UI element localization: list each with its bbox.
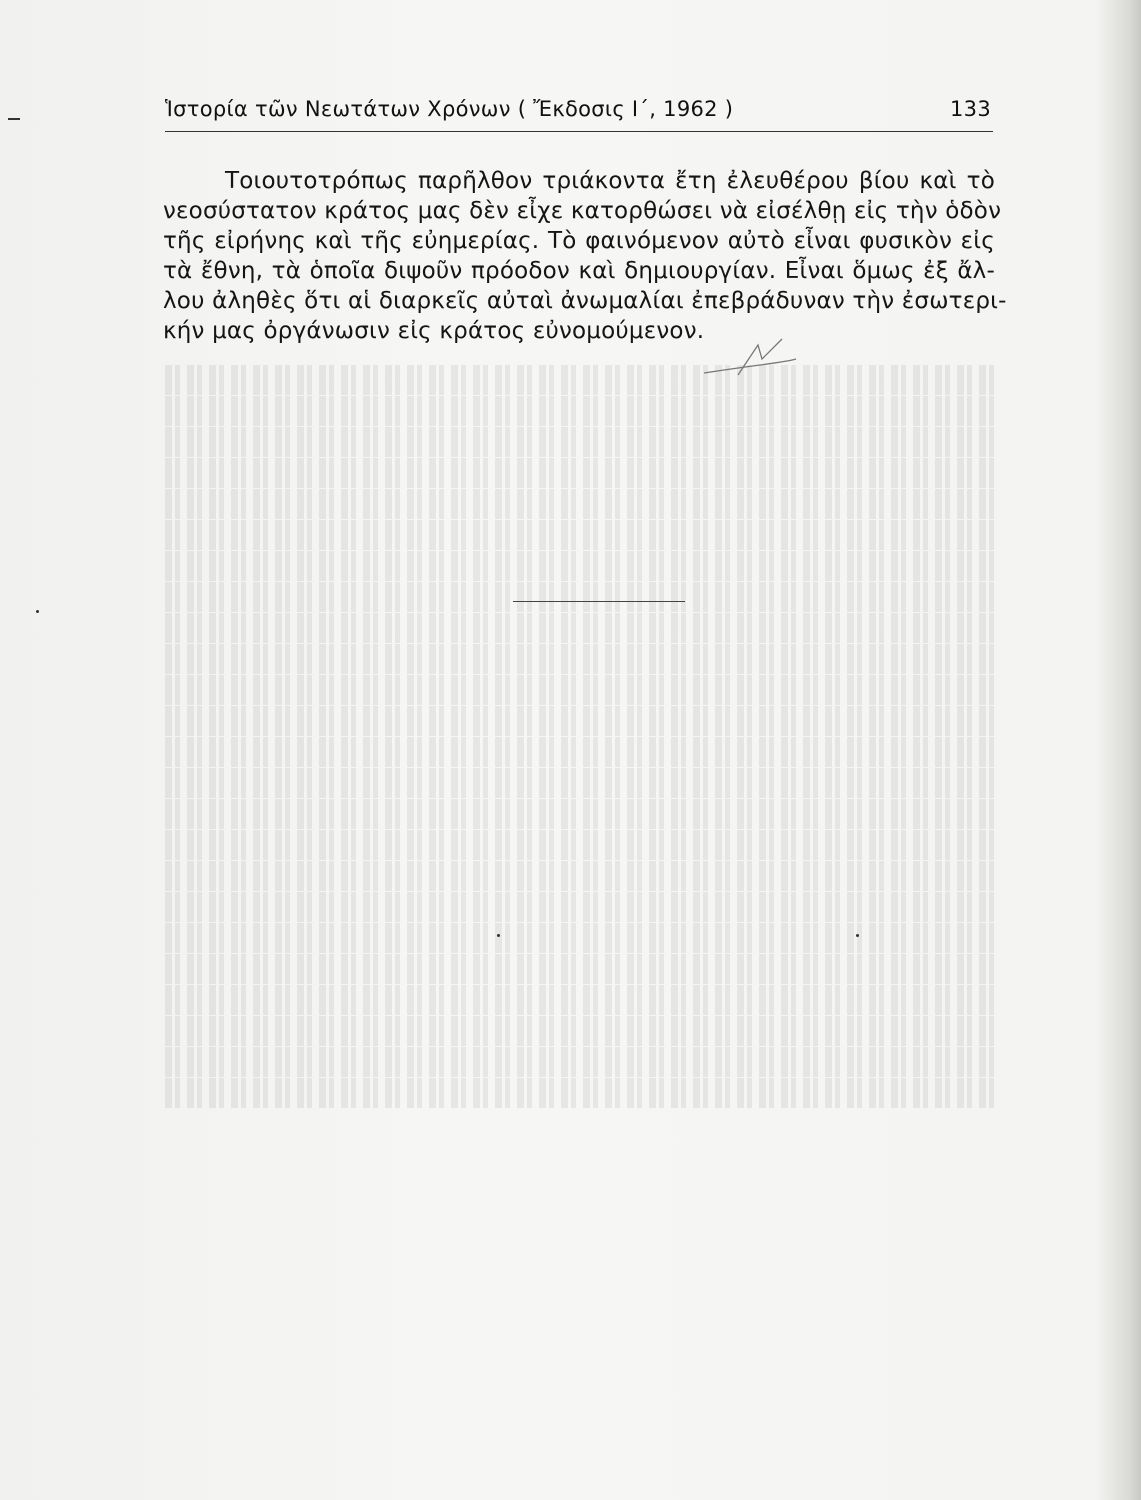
paragraph-line: Τοιουτοτρόπως παρῆλθον τριάκοντα ἔτη ἐλευθέρου βίου καὶ τὸ: [225, 168, 995, 194]
paragraph-line: λου ἀληθὲς ὅτι αἱ διαρκεῖς αὐταὶ ἀνωμαλίαι ἐπεβράδυναν τὴν ἐσωτερι-: [163, 288, 1007, 314]
page-number: 133: [950, 97, 991, 121]
paper-speck: [856, 934, 859, 937]
bleed-through-texture: [165, 365, 995, 1125]
margin-mark: [8, 118, 20, 120]
section-end-rule: [513, 601, 685, 602]
paragraph-line: νεοσύστατον κράτος μας δὲν εἶχε κατορθώσει νὰ εἰσέλθῃ εἰς τὴν ὁδὸν: [163, 198, 1002, 224]
running-head-title: Ἱστορία τῶν Νεωτάτων Χρόνων ( Ἔκδοσις Ι΄, 1962 ): [165, 97, 734, 121]
paragraph-line: τὰ ἔθνη, τὰ ὁποῖα διψοῦν πρόοδον καὶ δημιουργίαν. Εἶναι ὅμως ἐξ ἄλ-: [163, 258, 995, 284]
header-rule: [165, 131, 993, 132]
paragraph-line: κήν μας ὀργάνωσιν εἰς κράτος εὐνομούμενον.: [163, 318, 705, 344]
pencil-mark-icon: [700, 335, 800, 380]
paper-speck: [36, 610, 39, 613]
paragraph-line: τῆς εἰρήνης καὶ τῆς εὐημερίας. Τὸ φαινόμενον αὐτὸ εἶναι φυσικὸν εἰς: [163, 228, 995, 254]
paper-speck: [497, 934, 500, 937]
body-paragraph: [163, 166, 1007, 346]
running-head: [165, 95, 993, 129]
